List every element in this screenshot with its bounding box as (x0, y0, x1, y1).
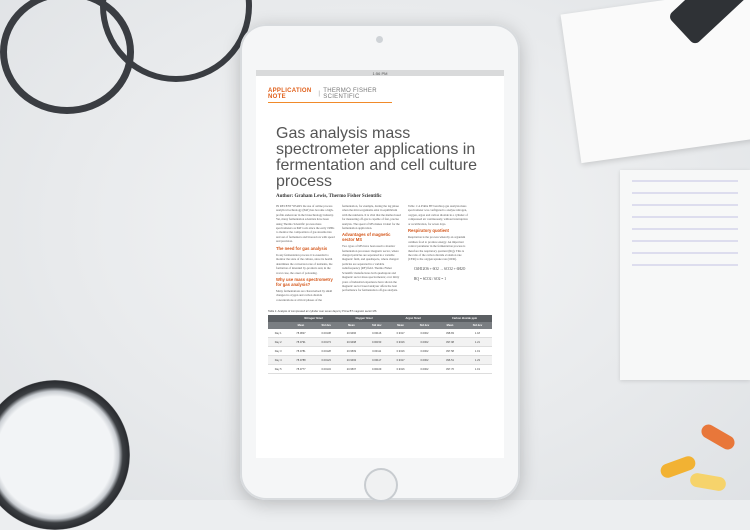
table-cell: 397.58 (437, 347, 463, 356)
table-cell: 398.83 (437, 329, 463, 338)
table-cell: 0.0002 (412, 338, 437, 347)
table-subheader: Std dev (364, 322, 389, 329)
table-group-header: Nitrogen %mol (288, 315, 339, 322)
paragraph: Respiration is the process whereby an organism oxidises food to produce energy. An important control parameter in the fermentation process is therefore the respiratory quotient (RQ). This is the ratio of the carbon dioxide evolution rate (CER) to the oxygen uptake rate (OUR). (408, 235, 466, 262)
table-cell: 20.9498 (339, 338, 364, 347)
home-button[interactable] (364, 468, 398, 502)
paragraph: In any fermentation process it is essential to monitor the state of the culture, since its health determines the conversion rate of nutrients, the formation of intended by-products and, in the worst case, the onset of poisoning. (276, 253, 333, 275)
table-cell: 0.00173 (314, 338, 339, 347)
table-subheader: Std dev (412, 322, 437, 329)
table-cell: 0.00134 (314, 365, 339, 374)
table-corner (268, 322, 288, 329)
table-cell: 0.00123 (314, 356, 339, 365)
table-subheader: Mean (389, 322, 412, 329)
table-cell: 0.9316 (389, 365, 412, 374)
company-label: THERMO FISHER SCIENTIFIC (323, 88, 377, 100)
table-cell: 20.9509 (339, 347, 364, 356)
table-cell: 78.0781 (288, 347, 313, 356)
column-3 (408, 204, 468, 305)
table-caption: Table 1: Analysis of compressed air cylinder over seven days by Prima BT magnetic sector MS (268, 310, 377, 314)
row-label: Day 2 (268, 338, 288, 347)
heading: Advantages of magnetic sector MS (342, 232, 391, 242)
table-cell: 0.9317 (389, 356, 412, 365)
table-subheader: Std dev (314, 322, 339, 329)
clipboard (561, 0, 750, 163)
table-cell: 397.98 (437, 338, 463, 347)
table-cell: 0.9316 (389, 338, 412, 347)
table-cell: 0.0002 (412, 329, 437, 338)
author-line: Author: Graham Lewis, Thermo Fisher Scientific (276, 194, 382, 199)
results-table (268, 315, 492, 374)
status-time: 1:56 PM (372, 70, 388, 76)
paper-sheet (620, 170, 750, 380)
table-cell: 78.0791 (288, 338, 313, 347)
separator: | (318, 91, 321, 97)
stethoscope (0, 0, 260, 170)
paragraph: Two types of MS have been used to monitor fermentation processes: magnetic sector, where charged particles are separated in a variable magnetic field, and quadrupole, where charged particles are separated in a variable radiofrequency (RF) field. Thermo Fisher Scientific manufactures both quadrupole and magnetic sector mass spectrometers; over thirty years of industrial experience have shown the magnetic sector based analyser offers the best performance for fermentation off-gas analysis. (342, 244, 400, 293)
document-page (256, 76, 504, 305)
row-label: Day 4 (268, 356, 288, 365)
table-cell: 0.9317 (389, 329, 412, 338)
table-cell: 0.00117 (364, 356, 389, 365)
table-cell: 0.00153 (364, 338, 389, 347)
table-cell: 0.00128 (314, 347, 339, 356)
page-title: Gas analysis mass spectrometer applications in fermentation and cell culture process (276, 125, 477, 190)
stethoscope-chestpiece (0, 380, 130, 530)
table-cell: 0.0002 (412, 356, 437, 365)
table-cell: 1.23 (463, 356, 492, 365)
equation: RQ = 6CO2 / 6O2 = 1 (414, 276, 447, 281)
table-row (268, 329, 492, 338)
paragraph: fermentation, for example, during the lag phase when the microorganisms exist in equilibrium with the nutrients. It is vital that the method used for measuring off-gas is capable of fast, precise analysis. The speed of MS makes it ideal for the fermentation application. (342, 204, 401, 231)
table-cell: 0.9316 (389, 347, 412, 356)
heading: The need for gas analysis (276, 245, 328, 251)
table-cell: 20.9493 (339, 356, 364, 365)
paragraph: Many fermentations are characterised by small changes in oxygen and carbon dioxide concentrations at critical phases of the (276, 288, 333, 302)
row-label: Day 5 (268, 365, 288, 374)
table-subheader: Std dev (463, 322, 492, 329)
table-cell: 78.0788 (288, 356, 313, 365)
camera-icon (376, 36, 383, 43)
table-cell: 0.00138 (314, 329, 339, 338)
table-corner (268, 315, 288, 322)
table-cell: 1.19 (463, 347, 492, 356)
heading: Why use mass spectrometry for gas analysis? (276, 277, 333, 287)
table-group-header: Carbon dioxide ppm (437, 315, 492, 322)
article-columns (276, 204, 492, 305)
table-group-header: Argon %mol (389, 315, 437, 322)
table-subheader: Mean (288, 322, 313, 329)
table-row (268, 356, 492, 365)
table-group-header: Oxygen %mol (339, 315, 390, 322)
section-label: APPLICATION NOTE (268, 88, 312, 100)
table-cell: 1.19 (463, 365, 492, 374)
table-cell: 0.00111 (364, 347, 389, 356)
table-cell: 0.00109 (364, 365, 389, 374)
table-row (268, 338, 492, 347)
row-label: Day 3 (268, 347, 288, 356)
table-body (268, 329, 492, 374)
row-label: Day 1 (268, 329, 288, 338)
table-cell: 0.0002 (412, 365, 437, 374)
paragraph: IN RECENT YEARS the use of online process analytical technology (PAT) has become a high-profile endeavour in the biotechnology industry. Yet, many fermentation scientists have been using Thermo Scientific process mass spectrometers as PAT tools since the early 1980s to monitor the composition of gas streams into and out of fermenters and bioreactors with speed and precision. (276, 204, 335, 244)
table-cell: 78.0827 (288, 329, 313, 338)
table-row (268, 365, 492, 374)
table-cell: 1.18 (463, 329, 492, 338)
table-cell: 396.51 (437, 356, 463, 365)
equation: C6H12O6 + 6O2 → 6CO2 + 6H2O (414, 266, 466, 271)
table-subheader: Mean (339, 322, 364, 329)
table-cell: 20.9507 (339, 365, 364, 374)
heading: Respiratory quotient (408, 228, 449, 234)
tablet-screen[interactable] (256, 70, 504, 458)
table-cell: 1.21 (463, 338, 492, 347)
table-cell: 20.9466 (339, 329, 364, 338)
table-cell: 0.00116 (364, 329, 389, 338)
section-header (268, 88, 392, 103)
pills (630, 390, 750, 500)
column-2 (342, 204, 402, 305)
column-1 (276, 204, 336, 305)
table-subheader: Mean (437, 322, 463, 329)
tablet-device (240, 24, 520, 500)
table-cell: 78.0777 (288, 365, 313, 374)
table-cell: 397.76 (437, 365, 463, 374)
paragraph: Table 1: A Prima BT benchtop gas analysis mass spectrometer was configured to analyse nitrogen, oxygen, argon and carbon dioxide in a cylinder of compressed air continuously, without interruption or recalibration, for seven days. (408, 204, 468, 226)
table-row (268, 347, 492, 356)
table-cell: 0.0002 (412, 347, 437, 356)
